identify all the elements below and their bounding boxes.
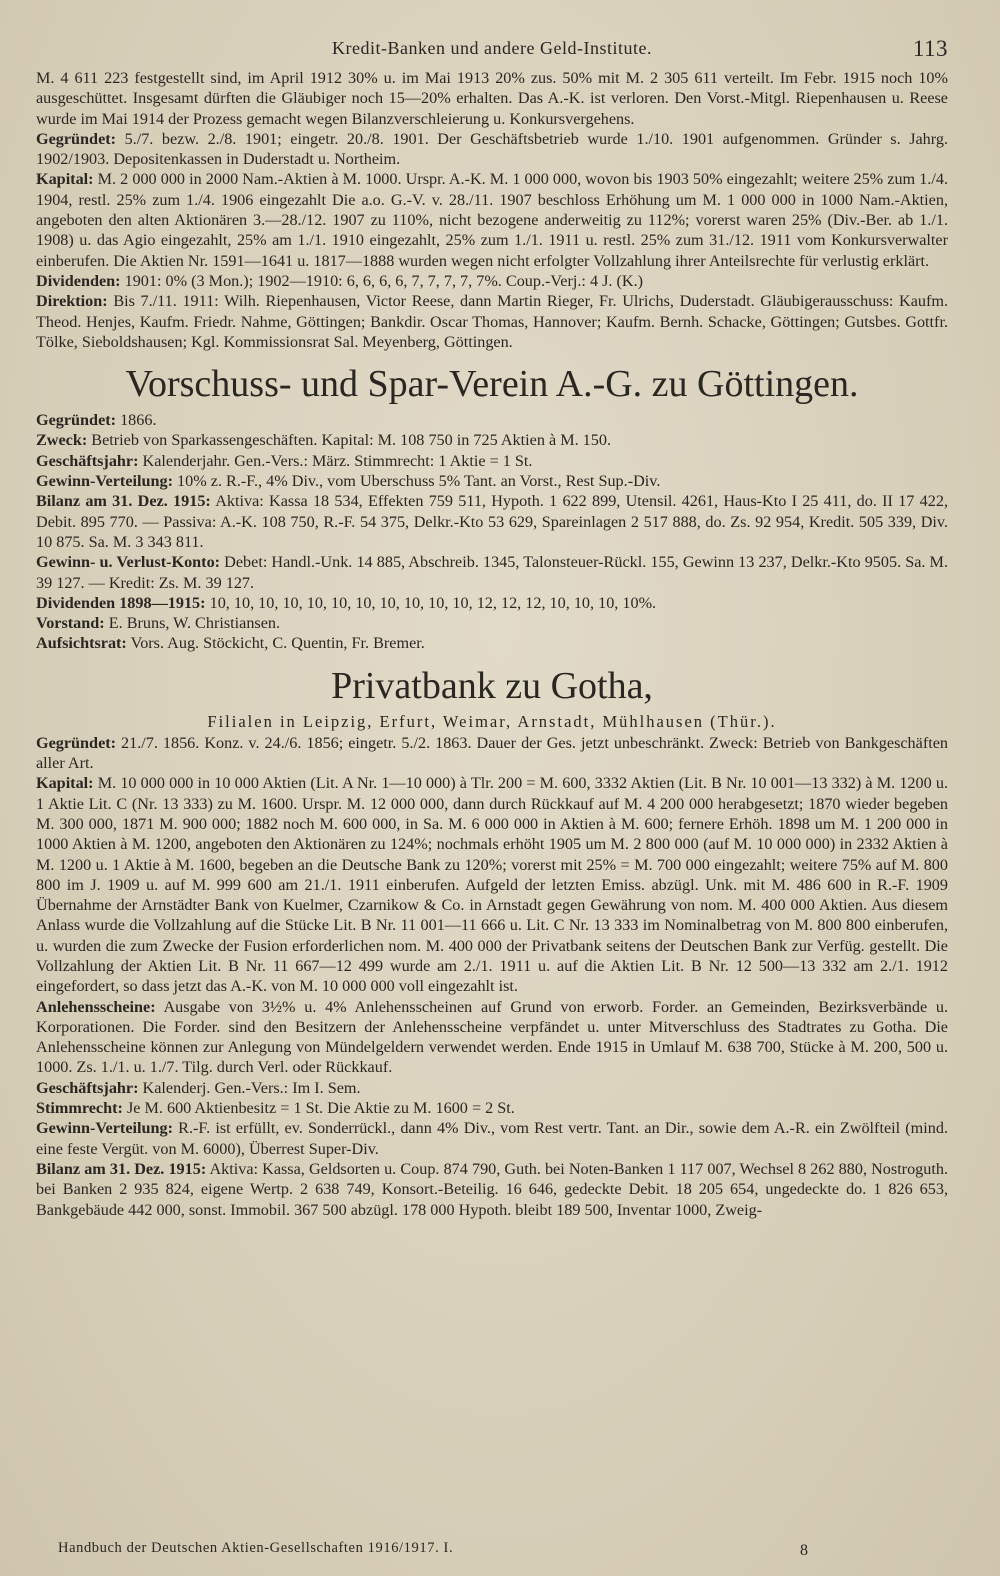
section-title: Vorschuss- und Spar-Verein A.-G. zu Göttingen. <box>125 363 859 406</box>
paragraph-gewinn-verteilung <box>36 1118 948 1159</box>
paragraph-label: Gegründet: <box>36 411 117 430</box>
paragraph-geschaeftsjahr <box>36 451 948 471</box>
paragraph-text: M. 4 611 223 festgestellt sind, im April 1912 30% u. im Mai 1913 20% zus. 50% mit M. 2 305 611 verteilt. Im Febr. 1915 noch 10% ausgeschüttet. Insgesamt dürften die Gläubiger noch 15—20% erhalten. Das A.-K. ist verloren. Den Vorst.-Mitgl. Riepenhausen u. Reese wurde im Mai 1914 der Prozess gemacht wegen Bilanzverschleierung u. Konkursvergehens. <box>36 69 948 128</box>
paragraph-label: Bilanz am 31. Dez. 1915: <box>36 1159 207 1178</box>
paragraph-text: Je M. 600 Aktienbesitz = 1 St. Die Aktie zu M. 1600 = 2 St. <box>126 1099 515 1118</box>
paragraph-text: 21./7. 1856. Konz. v. 24./6. 1856; eingetr. 5./2. 1863. Dauer der Ges. jetzt unbeschränkt. Zweck: Betrieb von Bankgeschäften aller Art. <box>36 733 948 773</box>
paragraph-label: Bilanz am 31. Dez. 1915: <box>36 492 211 511</box>
paragraph-label: Aufsichtsrat: <box>36 634 127 653</box>
paragraph-label: Geschäftsjahr: <box>36 1078 139 1097</box>
paragraph-label: Direktion: <box>36 292 108 311</box>
paragraph-text: Aktiva: Kassa, Geldsorten u. Coup. 874 790, Guth. bei Noten-Banken 1 117 007, Wechsel 8 262 880, Nostroguth. bei Banken 2 935 824, eigene Wertp. 2 638 749, Konsort.-Beteilig. 16 646, gedeckte Debit. 18 205 654, ungedeckte do. 1 826 653, Bankgebäude 442 000, sonst. Immobil. 367 500 abzügl. 178 000 Hypoth. bleibt 189 500, Inventar 1000, Zweig- <box>36 1159 948 1219</box>
header-title: Kredit-Banken und andere Geld-Institute. <box>332 38 652 58</box>
page-footer <box>58 1540 948 1557</box>
paragraph-kapital <box>36 169 948 270</box>
paragraph-text: M. 10 000 000 in 10 000 Aktien (Lit. A Nr. 1—10 000) à Tlr. 200 = M. 600, 3332 Aktien (Lit. B Nr. 10 001—13 332) à M. 1200 u. 1 Aktie Lit. C (Nr. 13 333) zu M. 1600. Urspr. M. 12 000 000, dann durch Rückkauf auf M. 4 200 000 herabgesetzt; 1870 wieder begeben M. 300 000, 1871 M. 900 000; 1882 noch M. 600 000, in Sa. M. 6 000 000 in Aktien à M. 600; fernere Erhöh. 1898 um M. 1 200 000 in 1000 Aktien à M. 1200, angeboten den Aktionären zu 124%; nochmals erhöht 1905 um M. 2 800 000 (auf M. 10 000 000) in 2332 Aktien à M. 1200 u. 1 Aktie à M. 1600, begeben an die Deutsche Bank zu 120%; vorerst mit 25% = M. 700 000 eingezahlt; weitere 75% auf M. 800 800 im J. 1909 u. auf M. 999 600 am 21./1. 1911 einberufen. Aufgeld der letzten Emiss. abzügl. Unk. mit M. 486 600 in R.-F. 1909 Übernahme der Arnstädter Bank von Kuelmer, Czarnikow & Co. in Arnstadt gegen Gewährung von nom. M. 400 000 Aktien. Aus diesem Anlass wurde die Vollzahlung auf die Stücke Lit. B Nr. 11 001—11 666 u. Lit. C Nr. 13 333 im Nominalbetrag von M. 800 800 einberufen, u. wurden die zum Zwecke der Fusion erforderlichen nom. M. 400 000 der Privatbank seitens der Deutschen Bank zur Verfüg. gestellt. Die Vollzahlung der Aktien Lit. B Nr. 11 667—12 499 wurde am 2./1. 1911 u. auf die Aktien Lit. B Nr. 12 500—13 332 am 2./1. 1912 eingefordert, so dass jetzt das A.-K. von M. 10 000 000 voll eingezahlt ist. <box>36 774 949 996</box>
footer-text: Handbuch der Deutschen Aktien-Gesellschaften 1916/1917. I. <box>58 1540 454 1556</box>
paragraph-text: 5./7. bezw. 2./8. 1901; eingetr. 20./8. 1901. Der Geschäftsbetrieb wurde 1./10. 1901 aufgenommen. Gründer s. Jahrg. 1902/1903. Depositenkassen in Duderstadt u. Northeim. <box>36 129 949 169</box>
paragraph-dividenden <box>36 593 948 613</box>
paragraph-label: Kapital: <box>36 774 94 793</box>
paragraph-geschaeftsjahr <box>36 1078 948 1098</box>
paragraph-text: Betrieb von Sparkassengeschäften. Kapital: M. 108 750 in 725 Aktien à M. 150. <box>91 431 612 450</box>
paragraph-label: Gewinn- u. Verlust-Konto: <box>36 553 221 572</box>
paragraph-text: 1901: 0% (3 Mon.); 1902—1910: 6, 6, 6, 6, 7, 7, 7, 7, 7%. Coup.-Verj.: 4 J. (K.) <box>124 271 644 290</box>
paragraph-text: R.-F. ist erfüllt, ev. Sonderrückl., dann 4% Div., vom Rest vertr. Tant. an Dir., sowie dem A.-R. ein Zwölfteil (mind. eine feste Vergüt. von M. 6000), Überrest Super-Div. <box>36 1119 948 1158</box>
paragraph-text: Kalenderj. Gen.-Vers.: Im I. Sem. <box>142 1078 361 1097</box>
paragraph-label: Gegründet: <box>36 733 117 752</box>
paragraph-label: Stimmrecht: <box>36 1099 123 1118</box>
paragraph-gewinn-verlust <box>36 552 948 593</box>
paragraph-gegruendet <box>36 410 948 430</box>
paragraph-gegruendet <box>36 129 948 170</box>
section-title: Privatbank zu Gotha, <box>331 664 653 707</box>
paragraph-text: E. Bruns, W. Christiansen. <box>108 614 281 633</box>
section-subtitle: Filialen in Leipzig, Erfurt, Weimar, Arnstadt, Mühlhausen (Thür.). <box>207 711 777 731</box>
paragraph-direktion <box>36 291 948 352</box>
paragraph-bilanz <box>36 491 948 552</box>
paragraph-label: Geschäftsjahr: <box>36 451 139 470</box>
page-number: 113 <box>912 36 948 61</box>
paragraph-text: Kalenderjahr. Gen.-Vers.: März. Stimmrecht: 1 Aktie = 1 St. <box>142 451 533 470</box>
paragraph-text: Vors. Aug. Stöckicht, C. Quentin, Fr. Bremer. <box>130 634 425 653</box>
signature-mark: 8 <box>800 1542 809 1559</box>
running-header <box>36 30 948 64</box>
paragraph-label: Gewinn-Verteilung: <box>36 472 173 491</box>
paragraph-text: 10% z. R.-F., 4% Div., vom Uberschuss 5% Tant. an Vorst., Rest Sup.-Div. <box>177 472 661 491</box>
paragraph-label: Kapital: <box>36 170 94 189</box>
paragraph-vorstand <box>36 613 948 633</box>
paragraph-aufsichtsrat <box>36 633 948 653</box>
section-privatbank-gotha <box>36 664 948 1220</box>
paragraph-text: 1866. <box>120 411 157 430</box>
paragraph-bilanz <box>36 1159 948 1220</box>
paragraph-label: Dividenden 1898—1915: <box>36 593 206 612</box>
paragraph-text: Bis 7./11. 1911: Wilh. Riepenhausen, Victor Reese, dann Martin Rieger, Fr. Ulrichs, Duderstadt. Gläubigerausschuss: Kaufm. Theod. Henjes, Kaufm. Friedr. Nahme, Göttingen; Bankdir. Oscar Thomas, Hannover; Kaufm. Bernh. Schacke, Göttingen; Gutsbes. Gottfr. Tölke, Sieboldshausen; Kgl. Kommissionsrat Sal. Meyenberg, Göttingen. <box>36 292 949 351</box>
paragraph-label: Gewinn-Verteilung: <box>36 1119 173 1138</box>
paragraph-dividenden <box>36 271 948 291</box>
paragraph-stimmrecht <box>36 1098 948 1118</box>
paragraph-label: Dividenden: <box>36 271 121 290</box>
paragraph-zweck <box>36 430 948 450</box>
paragraph-label: Zweck: <box>36 431 88 450</box>
paragraph-label: Anlehensscheine: <box>36 997 156 1016</box>
paragraph-anlehensscheine <box>36 997 948 1078</box>
paragraph-text: Ausgabe von 3½% u. 4% Anlehensscheinen auf Grund von erworb. Forder. an Gemeinden, Bezirksverbände u. Korporationen. Die Forder. sind den Besitzern der Anlehensscheine verpfändet u. unter Mitverschluss des Stadtrates zu Gotha. Die Anlehensscheine können zur Anlegung von Mündelgeldern verwendet werden. Ende 1915 in Umlauf M. 638 700, Stücke à M. 200, 500 u. 1000. Zs. 1./1. u. 1./7. Tilg. durch Verl. oder Rückkauf. <box>36 997 948 1077</box>
paragraph-text: Debet: Handl.-Unk. 14 885, Abschreib. 1345, Talonsteuer-Rückl. 155, Gewinn 13 237, Delkr.-Kto 9505. Sa. M. 39 127. — Kredit: Zs. M. 39 127. <box>36 553 949 592</box>
paragraph-gegruendet <box>36 733 948 774</box>
paragraph-kapital <box>36 773 948 996</box>
section-kreditbank-continuation <box>36 68 948 352</box>
section-vorschuss-verein <box>36 362 948 654</box>
paragraph-text: M. 2 000 000 in 2000 Nam.-Aktien à M. 1000. Urspr. A.-K. M. 1 000 000, wovon bis 1903 50% eingezahlt; weitere 25% zum 1./4. 1904, restl. 25% zum 1./4. 1906 eingezahlt Die a.o. G.-V. v. 28./11. 1907 beschloss Erhöhung um M. 1 000 000 in 1000 Nam.-Aktien, angeboten den alten Aktionären 3.—28./12. 1907 zu 110%, nicht bezogene anderweitig zu 112%; vorerst waren 25% (Div.-Ber. ab 1./1. 1908) u. das Agio eingezahlt, 25% am 1./1. 1910 eingezahlt, 25% zum 1./1. 1911 u. restl. 25% zum 31./12. 1911 vom Konkursverwalter einberufen. Die Aktien Nr. 1591—1641 u. 1817—1888 wurden wegen nicht erfolgter Vollzahlung ihrer Anteilsrechte für verlustig erklärt. <box>36 170 948 270</box>
paragraph-label: Gegründet: <box>36 129 117 148</box>
paragraph-text: 10, 10, 10, 10, 10, 10, 10, 10, 10, 10, 10, 12, 12, 12, 10, 10, 10, 10%. <box>209 593 657 612</box>
paragraph-gewinn-verteilung <box>36 471 948 491</box>
paragraph-text: Aktiva: Kassa 18 534, Effekten 759 511, Hypoth. 1 622 899, Utensil. 4261, Haus-Kto I 25 411, do. II 17 422, Debit. 895 770. — Passiva: A.-K. 108 750, R.-F. 54 375, Delkr.-Kto 53 629, Spareinlagen 2 517 888, do. Zs. 92 954, Kredit. 505 339, Div. 10 875. Sa. M. 3 343 811. <box>36 492 948 551</box>
paragraph <box>36 68 948 129</box>
paragraph-label: Vorstand: <box>36 614 105 633</box>
